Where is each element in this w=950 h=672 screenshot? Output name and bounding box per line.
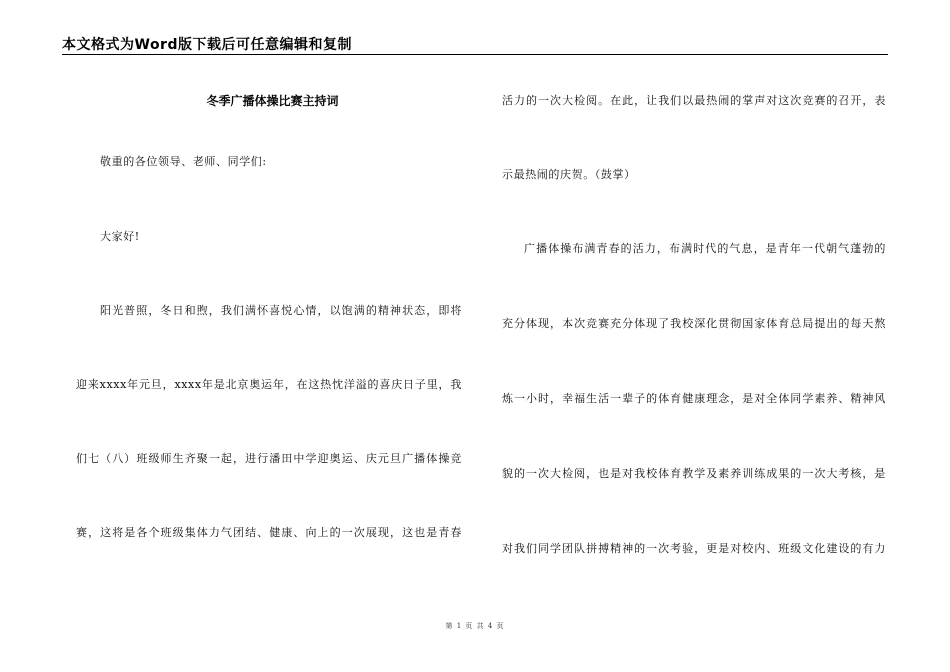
paragraph-line: 貌的一次大检阅，也是对我校体育教学及素养训练成果的一次大考核，是 (502, 467, 886, 480)
paragraph-line: 们七（八）班级师生齐聚一起，进行潘田中学迎奥运、庆元旦广播体操竞 (76, 452, 462, 465)
paragraph-line: 阳光普照，冬日和煦，我们满怀喜悦心情，以饱满的精神状态，即将 (100, 304, 462, 317)
paragraph-line: 迎来xxxx年元旦，xxxx年是北京奥运年，在这热忱洋溢的喜庆日子里，我 (76, 378, 462, 391)
document-title: 冬季广播体操比赛主持词 (206, 94, 339, 108)
paragraph-line: 对我们同学团队拼搏精神的一次考验，更是对校内、班级文化建设的有力 (502, 542, 886, 555)
paragraph-line: 炼一小时，幸福生活一辈子的体育健康理念，是对全体同学素养、精神风 (502, 392, 886, 405)
paragraph-line: 充分体现，本次竞赛充分体现了我校深化贯彻国家体育总局提出的每天熬 (502, 317, 886, 330)
paragraph-line: 赛，这将是各个班级集体力气团结、健康、向上的一次展现，这也是青春 (76, 526, 462, 539)
page-number: 第 1 页 共 4 页 (445, 622, 505, 630)
paragraph-line: 大家好! (100, 230, 140, 243)
header-divider (62, 54, 888, 55)
document-header: 本文格式为Word版下载后可任意编辑和复制 (62, 37, 352, 53)
paragraph-line: 广播体操布满青春的活力，布满时代的气息，是青年一代朝气蓬勃的 (524, 242, 886, 255)
paragraph-line: 敬重的各位领导、老师、同学们: (100, 155, 267, 168)
paragraph-line: 示最热闹的庆贺。（鼓掌） (502, 168, 636, 181)
paragraph-line: 活力的一次大检阅。在此，让我们以最热闹的掌声对这次竞赛的召开，表 (502, 94, 886, 107)
